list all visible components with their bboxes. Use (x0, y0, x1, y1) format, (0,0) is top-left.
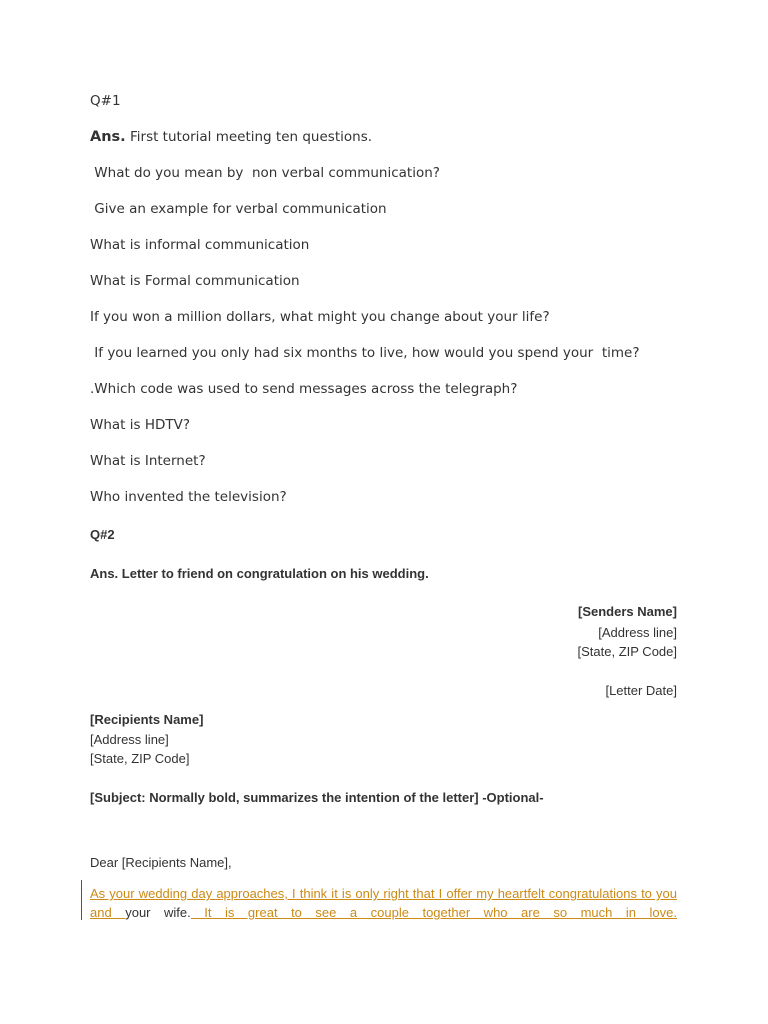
ans-text: First tutorial meeting ten questions. (125, 129, 373, 145)
body-and: and (90, 905, 126, 920)
sender-name: [Senders Name] (578, 604, 677, 619)
body-wife: your wife. (125, 905, 191, 920)
question-1: What do you mean by non verbal communication? (90, 165, 440, 181)
body-love: It is great to see a couple together who are so much in love. (190, 905, 677, 920)
body-line-2 (90, 903, 677, 922)
q1-label: Q#1 (90, 93, 121, 109)
sender-state: [State, ZIP Code] (577, 644, 677, 659)
question-6: If you learned you only had six months to live, how would you spend your time? (90, 345, 640, 361)
subject-line: [Subject: Normally bold, summarizes the intention of the letter] -Optional- (90, 790, 544, 805)
q2-answer: Ans. Letter to friend on congratulation on his wedding. (90, 566, 429, 581)
question-3: What is informal communication (90, 237, 310, 253)
question-4: What is Formal communication (90, 273, 300, 289)
question-10: Who invented the television? (90, 489, 287, 505)
q1-answer (90, 129, 372, 145)
letter-body (90, 884, 677, 922)
letter-date: [Letter Date] (605, 683, 677, 698)
salutation: Dear [Recipients Name], (90, 855, 232, 870)
sender-address: [Address line] (598, 625, 677, 640)
recipient-name: [Recipients Name] (90, 712, 204, 727)
question-2: Give an example for verbal communication (90, 201, 387, 217)
question-5: If you won a million dollars, what might you change about your life? (90, 309, 550, 325)
q2-label: Q#2 (90, 527, 115, 542)
change-bar (81, 880, 82, 920)
question-8: What is HDTV? (90, 417, 191, 433)
body-line-1: As your wedding day approaches, I think it is only right that I offer my heartfelt congratulations to you (90, 886, 677, 901)
question-7: .Which code was used to send messages across the telegraph? (90, 381, 518, 397)
question-9: What is Internet? (90, 453, 206, 469)
recipient-address: [Address line] (90, 732, 169, 747)
recipient-state: [State, ZIP Code] (90, 751, 190, 766)
ans-prefix: Ans. (90, 129, 126, 145)
